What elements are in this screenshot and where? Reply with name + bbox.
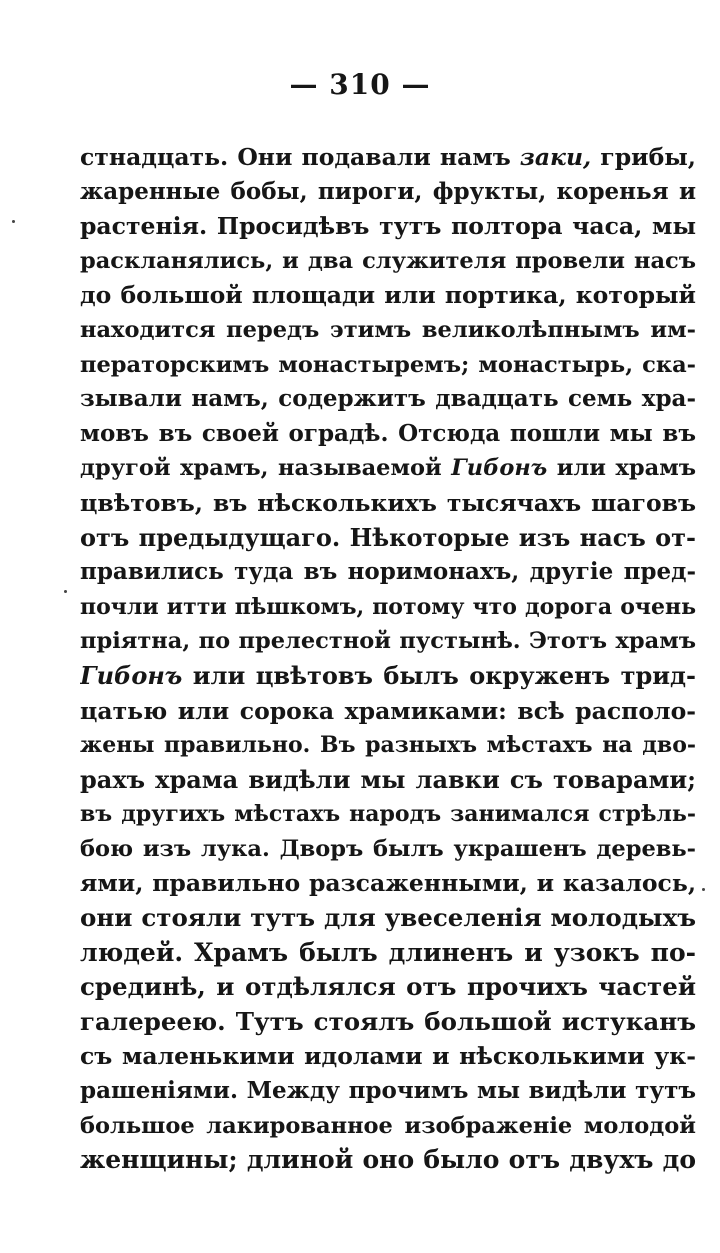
text-line	[80, 313, 696, 348]
page-number: — 310 —	[289, 68, 431, 101]
text-segment: стнадцать. Они подавали намъ	[80, 143, 520, 171]
text-segment: цатью или сорока храмиками: всѣ располо-	[80, 696, 696, 725]
text-segment: рахъ храма видѣли мы лавки съ товарами;	[80, 764, 696, 794]
text-line	[80, 244, 696, 279]
text-line	[80, 555, 696, 590]
text-segment: зывали намъ, содержитъ двадцать семь хра-	[80, 385, 696, 413]
text-segment: ями, правильно разсаженными, и казалось,	[80, 869, 696, 898]
text-segment: они стояли тутъ для увеселенія молодыхъ	[80, 903, 696, 933]
text-line	[80, 451, 696, 486]
text-line	[80, 140, 696, 175]
text-segment: находится передъ этимъ великолѣпнымъ им-	[80, 316, 696, 343]
text-segment: или храмъ	[547, 455, 696, 482]
text-line	[80, 348, 696, 383]
text-segment: рашеніями. Между прочимъ мы видѣли тутъ	[80, 1077, 696, 1105]
text-segment: растенія. Просидѣвъ тутъ полтора часа, мы	[80, 212, 696, 241]
italic-text: Гибонъ	[80, 660, 183, 690]
text-segment: жаренные бобы, пироги, фрукты, коренья и	[80, 177, 696, 205]
text-line	[80, 382, 696, 417]
text-segment: раскланялись, и два служителя провели насъ	[80, 247, 696, 274]
text-line	[80, 970, 696, 1005]
text-segment: въ другихъ мѣстахъ народъ занимался стрѣль-	[80, 801, 696, 828]
print-speck	[64, 590, 67, 593]
italic-text: заки,	[519, 143, 592, 171]
italic-text: Гибонъ	[451, 455, 548, 482]
text-segment: правились туда въ норимонахъ, другіе пред-	[80, 558, 696, 586]
text-segment: срединѣ, и отдѣлялся отъ прочихъ частей	[80, 972, 696, 1002]
text-segment: другой храмъ, называемой	[80, 455, 452, 482]
text-line	[80, 1109, 696, 1144]
text-line	[80, 936, 696, 971]
text-segment: почли итти пѣшкомъ, потому что дорога очень	[80, 593, 696, 620]
text-line	[80, 175, 696, 210]
text-segment: большое лакированное изображеніе молодой	[80, 1112, 696, 1139]
text-line	[80, 901, 696, 936]
text-line	[80, 521, 696, 556]
print-speck	[702, 888, 705, 891]
text-segment: галереею. Тутъ стоялъ большой истуканъ	[80, 1006, 696, 1036]
text-line	[80, 694, 696, 729]
text-line	[80, 728, 696, 763]
text-segment: или цвѣтовъ былъ окруженъ трид-	[182, 660, 696, 690]
text-segment: пріятна, по прелестной пустынѣ. Этотъ храмъ	[80, 628, 696, 655]
text-line	[80, 590, 696, 625]
print-speck	[12, 220, 15, 223]
text-line	[80, 1074, 696, 1109]
text-segment: бою изъ лука. Дворъ былъ украшенъ деревь-	[80, 835, 696, 862]
text-segment: мовъ въ своей оградѣ. Отсюда пошли мы въ	[80, 419, 696, 447]
text-line	[80, 624, 696, 659]
text-segment: грибы,	[591, 143, 696, 171]
text-segment: женщины; длиной оно было отъ двухъ до	[80, 1145, 696, 1175]
text-line	[80, 209, 696, 244]
text-line	[80, 797, 696, 832]
text-line	[80, 278, 696, 313]
text-line	[80, 866, 696, 901]
text-segment: до большой площади или портика, который	[80, 281, 696, 310]
text-line	[80, 417, 696, 452]
text-line	[80, 832, 696, 867]
text-segment: людей. Храмъ былъ длиненъ и узокъ по-	[80, 937, 696, 967]
text-line	[80, 763, 696, 798]
text-segment: ператорскимъ монастыремъ; монастырь, ска-	[80, 351, 696, 378]
text-line	[80, 1005, 696, 1040]
text-segment: съ маленькими идолами и нѣсколькими ук-	[80, 1042, 696, 1071]
text-segment: цвѣтовъ, въ нѣсколькихъ тысячахъ шаговъ	[80, 488, 696, 517]
text-line	[80, 486, 696, 521]
text-line	[80, 1039, 696, 1074]
body-text	[80, 140, 696, 1178]
text-segment: жены правильно. Въ разныхъ мѣстахъ на дво-	[80, 732, 696, 759]
text-segment: отъ предыдущаго. Нѣкоторые изъ насъ от-	[80, 522, 696, 552]
text-line	[80, 659, 696, 694]
text-line	[80, 1143, 696, 1178]
